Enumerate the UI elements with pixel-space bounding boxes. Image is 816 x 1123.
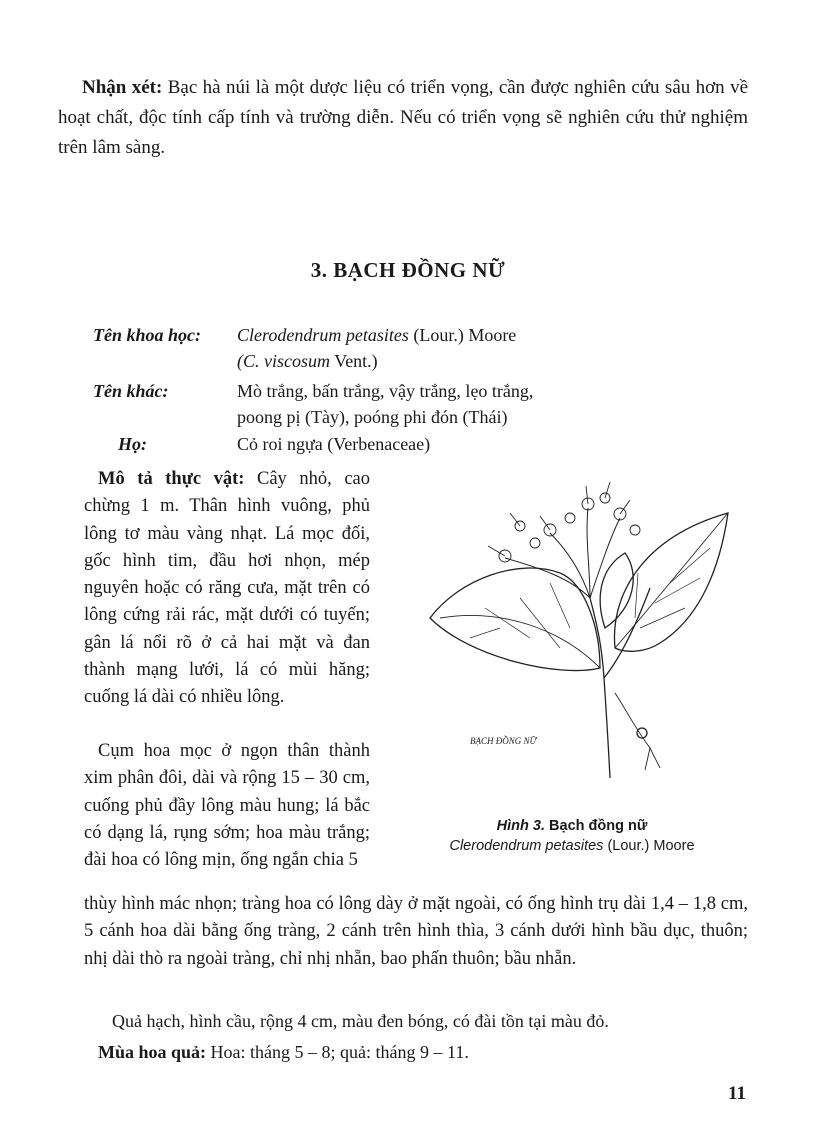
fruit-paragraph [84, 1008, 748, 1035]
season-label: Mùa hoa quả: [98, 1042, 207, 1062]
caption-sci: Clerodendrum petasites [449, 838, 604, 854]
caption-author: (Lour.) Moore [607, 838, 695, 854]
description-text-2: Cụm hoa mọc ở ngọn thân thành xim phân đôi, dài và rộng 15 – 30 cm, cuống phủ đầy lông màu hung; lá bắc có dạng lá, rụng sớm; hoa màu trắng; đài hoa có lông mịn, ống ngắn chia 5 [84, 741, 370, 871]
description-paragraph-2-cont [84, 891, 748, 973]
fruit-text: Quả hạch, hình cầu, rộng 4 cm, màu đen bóng, có đài tồn tại màu đỏ. [112, 1011, 609, 1031]
sketch-label: BẠCH ĐỒNG NỮ [470, 736, 537, 746]
page-number: 11 [728, 1083, 746, 1104]
season-paragraph [98, 1039, 738, 1066]
family-value: Cỏ roi ngựa (Verbenaceae) [237, 434, 431, 454]
figure-caption [402, 816, 742, 856]
description-label: Mô tả thực vật: [98, 469, 245, 489]
synonym-value: (C. viscosum Vent.) [237, 351, 378, 371]
other-names-line1: Mò trắng, bấn trắng, vậy trắng, lẹo trắng, [237, 381, 534, 401]
plant-illustration [410, 478, 740, 778]
remark-paragraph [58, 73, 748, 163]
description-paragraph-2 [84, 738, 370, 874]
section-title: 3. BẠCH ĐỒNG NỮ [310, 258, 506, 282]
other-names-line2: poong pị (Tày), poóng phi đón (Thái) [237, 407, 508, 427]
description-paragraph-1 [84, 466, 370, 712]
season-text: Hoa: tháng 5 – 8; quả: tháng 9 – 11. [210, 1042, 469, 1062]
family-label: Họ: [118, 434, 147, 454]
scientific-name-value: Clerodendrum petasites (Lour.) Moore [237, 325, 517, 345]
caption-title: Bạch đồng nữ [549, 818, 648, 834]
scientific-name-label: Tên khoa học: [93, 325, 201, 345]
other-names-label: Tên khác: [93, 381, 169, 401]
description-text-3: thùy hình mác nhọn; tràng hoa có lông dày ở mặt ngoài, có ống hình trụ dài 1,4 – 1,8 cm, 5 cánh hoa dài bằng ống tràng, 2 cánh trên hình thìa, 3 cánh dưới hình bầu dục, thuôn; nhị dài thò ra ngoài tràng, chỉ nhị nhẵn, bao phấn thuôn; bầu nhẵn. [84, 894, 748, 969]
description-text-1: Cây nhỏ, cao chừng 1 m. Thân hình vuông, phủ lông tơ màu vàng nhạt. Lá mọc đối, gốc hình tim, đầu hơi nhọn, mép nguyên hoặc có răng cưa, mặt trên có lông cứng rải rác, mặt dưới có tuyến; gân lá nổi rõ ở cả hai mặt và đan thành mạng lưới, lá có mùi hăng; cuống lá dài có nhiều lông. [84, 469, 370, 708]
remark-label: Nhận xét: [82, 77, 163, 98]
caption-prefix: Hình 3. [496, 818, 545, 834]
remark-text: Bạc hà núi là một dược liệu có triển vọng, cần được nghiên cứu sâu hơn về hoạt chất, độc tính cấp tính và trường diễn. Nếu có triển vọng sẽ nghiên cứu thử nghiệm trên lâm sàng. [58, 77, 749, 158]
